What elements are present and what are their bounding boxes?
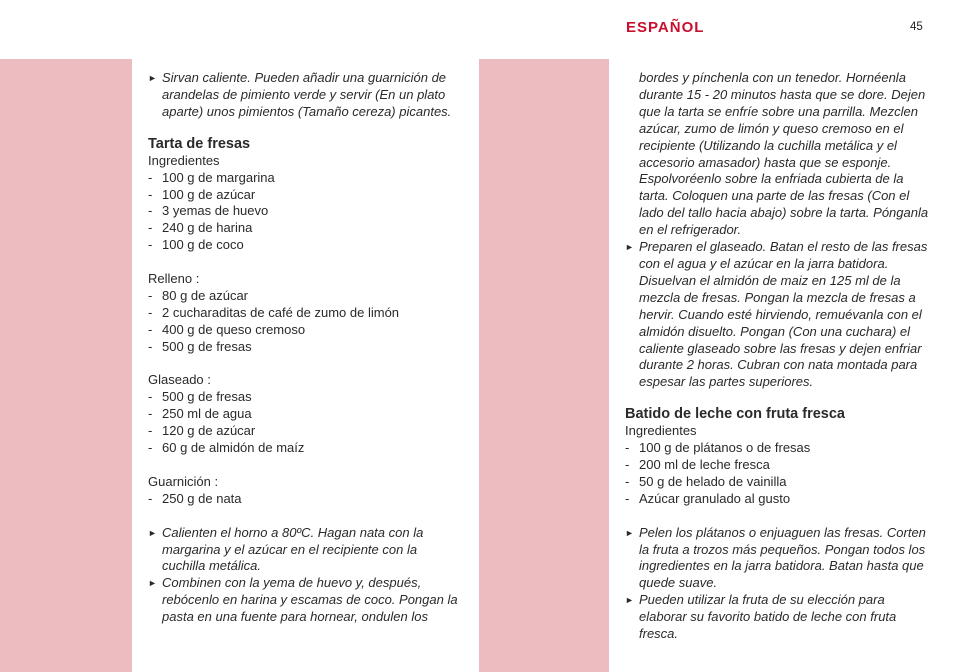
ingredient-item: - 240 g de harina xyxy=(148,220,253,236)
page-number: 45 xyxy=(910,21,923,33)
glaseado-item: - 500 g de fresas xyxy=(148,389,252,405)
ingredient-item: - 100 g de margarina xyxy=(148,169,275,185)
relleno-item: - 2 cucharaditas de café de zumo de limón xyxy=(148,304,400,320)
ingredient-item: - 100 g de coco xyxy=(148,237,244,253)
right-column xyxy=(625,70,929,643)
left-margin-band xyxy=(0,59,132,672)
bullet-icon: ► xyxy=(625,595,634,606)
bullet-icon: ► xyxy=(148,73,157,83)
bullet-icon: ► xyxy=(625,242,634,253)
relleno-label: Relleno : xyxy=(148,271,200,287)
recipe-title-tarta: Tarta de fresas xyxy=(148,135,251,152)
relleno-item: - 80 g de azúcar xyxy=(148,287,249,303)
step-item: ► Pueden utilizar la fruta de su elección para elaborar su favorito batido de leche con fruta fresca. xyxy=(625,592,897,642)
recipe-title-batido: Batido de leche con fruta fresca xyxy=(625,406,845,423)
ingredient-item: - 200 ml de leche fresca xyxy=(625,457,770,473)
relleno-item: - 400 g de queso cremoso xyxy=(148,321,306,337)
glaseado-item: - 60 g de almidón de maíz xyxy=(148,440,305,456)
glaseado-item: - 250 ml de agua xyxy=(148,406,252,422)
language-heading: ESPAÑOL xyxy=(626,19,705,36)
step-item: ► Calienten el horno a 80ºC. Hagan nata con la margarina y el azúcar en el recipiente con la cuchilla metálica. xyxy=(148,524,424,574)
center-margin-band xyxy=(479,59,609,672)
bullet-icon: ► xyxy=(625,527,634,538)
glaseado-item: - 120 g de azúcar xyxy=(148,423,256,439)
relleno-item: - 500 g de fresas xyxy=(148,338,252,354)
step-continuation: bordes y pínchenla con un tenedor. Hornéenla durante 15 - 20 minutos hasta que se dore. Dejen que la tarta se enfríe sobre una parrilla. Mezclen azúcar, zumo de limón y queso cremoso en el recipiente (Utilizando la cuchilla metálica y el accesorio amasador) hasta que se esponje. Espolvoréenlo sobre la enfriada cubierta de la tarta. Coloquen una parte de las fresas (Con el lado del tallo hacia abajo) sobre la tarta. Pónganla en el refrigerador. xyxy=(639,70,929,238)
guarnicion-label: Guarnición : xyxy=(148,473,219,489)
ingredient-item: - 50 g de helado de vainilla xyxy=(625,473,787,489)
ingredients-label: Ingredientes xyxy=(625,423,697,439)
step-item: ► Combinen con la yema de huevo y, después, rebócenlo en harina y escamas de coco. Pongan la pasta en una fuente para hornear, ondulen los xyxy=(148,575,458,625)
serving-note-text: Sirvan caliente. Pueden añadir una guarnición de arandelas de pimiento verde y servir (En un plato aparte) unos pimientos (Tamaño cereza) picantes. xyxy=(162,70,452,119)
bullet-icon: ► xyxy=(148,578,157,589)
glaseado-label: Glaseado : xyxy=(148,372,211,388)
ingredient-item: - 100 g de azúcar xyxy=(148,186,256,202)
ingredient-item: - Azúcar granulado al gusto xyxy=(625,490,791,506)
step-item: ► Pelen los plátanos o enjuaguen las fresas. Corten la fruta a trozos más pequeños. Pongan todos los ingredientes en la jarra batidora. Batan hasta que quede suave. xyxy=(625,524,926,591)
bullet-icon: ► xyxy=(148,527,157,538)
guarnicion-item: - 250 g de nata xyxy=(148,490,242,506)
ingredients-label: Ingredientes xyxy=(148,152,220,168)
step-item: ► Preparen el glaseado. Batan el resto de las fresas con el agua y el azúcar en la jarra batidora. Disuelvan el almidón de maiz en 125 ml de la mezcla de fresas. Pongan la mezcla de fresas a hervir. Cuando esté hirviendo, remuévanla con el almidón disuelto. Pongan (Con una cuchara) el caliente glaseado sobre las fresas y dejen enfriar durante 2 horas. Cubran con nata montada para espesar las partes superiores. xyxy=(625,239,928,390)
ingredient-item: - 3 yemas de huevo xyxy=(148,203,269,219)
left-column xyxy=(148,70,458,626)
serving-note xyxy=(148,70,458,121)
ingredient-item: - 100 g de plátanos o de fresas xyxy=(625,440,811,456)
